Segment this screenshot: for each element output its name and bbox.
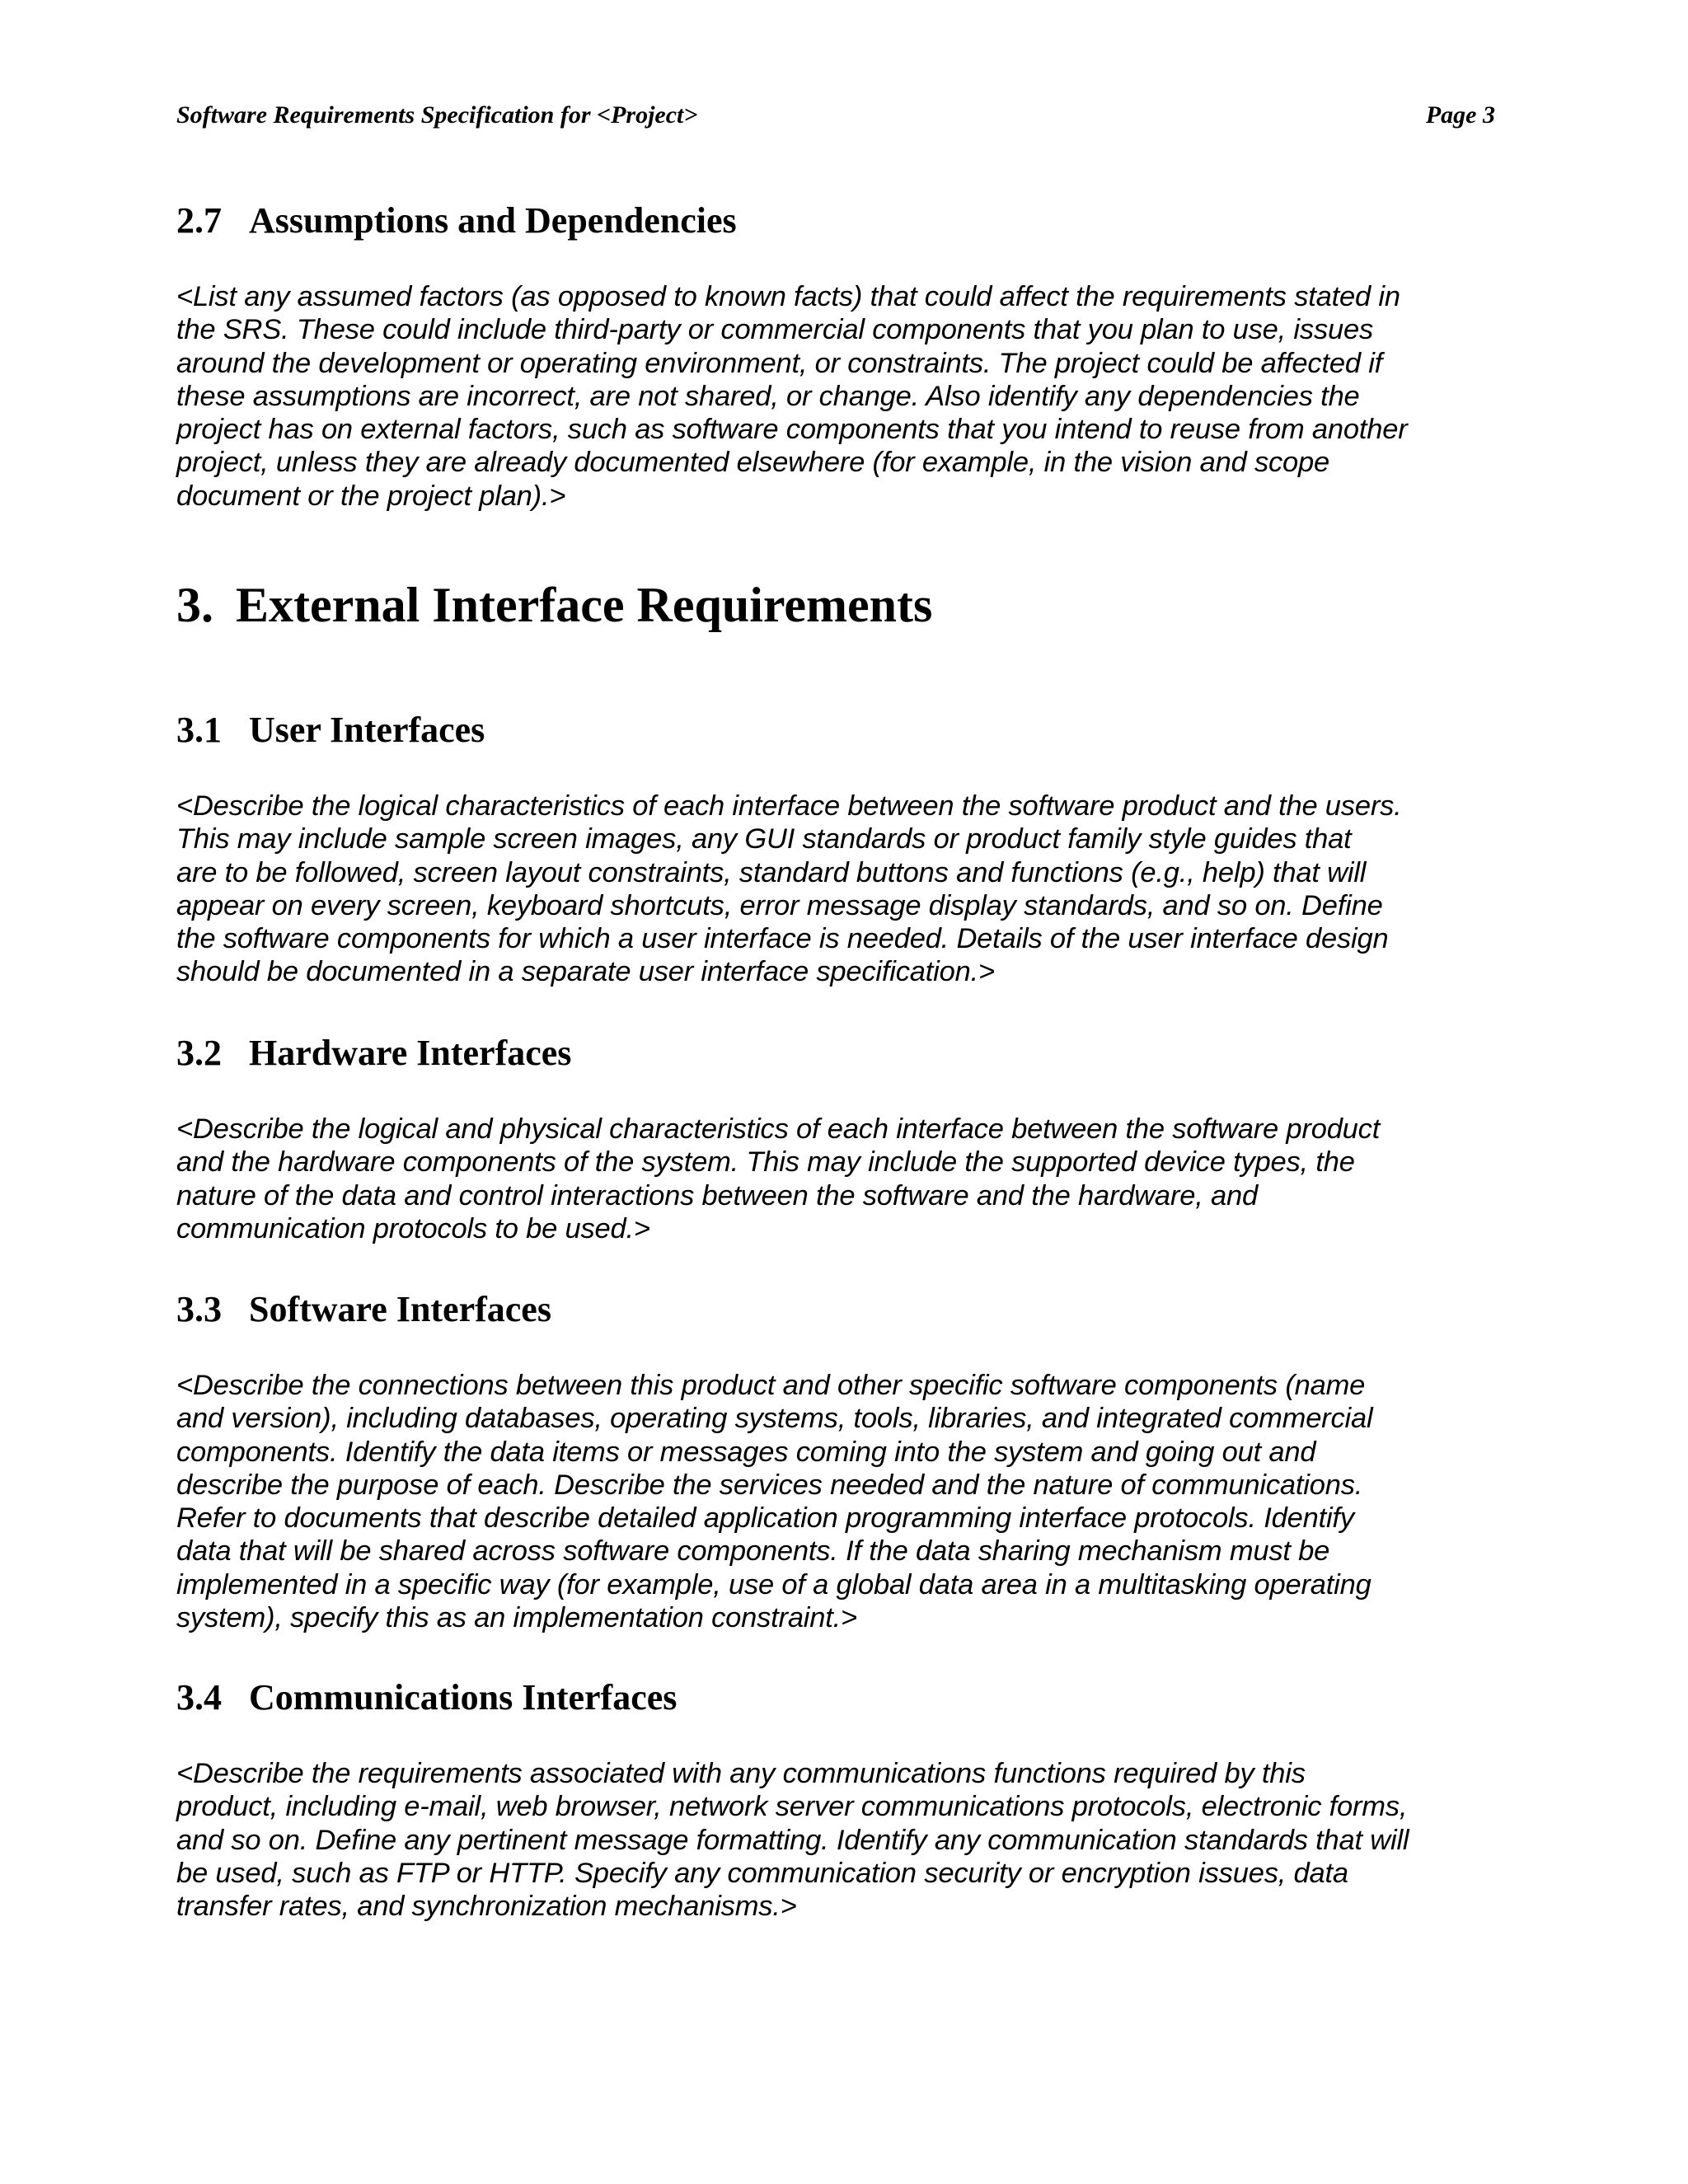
- body-line: describe the purpose of each. Describe the services needed and the nature of communications.: [176, 1469, 1363, 1501]
- body-line: transfer rates, and synchronization mechanisms.>: [176, 1891, 797, 1923]
- body-line: data that will be shared across software components. If the data sharing mechanism must be: [176, 1535, 1330, 1568]
- body-line: the software components for which a user interface is needed. Details of the user interface design: [176, 923, 1389, 955]
- section-title: Assumptions and Dependencies: [249, 200, 737, 241]
- section-title: Software Interfaces: [249, 1289, 551, 1329]
- section-body-3-2: [176, 1113, 1503, 1245]
- header-page-number: Page 3: [1425, 101, 1495, 129]
- section-number: 3.1: [176, 710, 222, 750]
- section-heading-3-1: [176, 707, 485, 753]
- body-line: these assumptions are incorrect, are not shared, or change. Also identify any dependencies the: [176, 380, 1360, 412]
- body-line: implemented in a specific way (for example, use of a global data area in a multitasking operating: [176, 1568, 1372, 1601]
- body-line: should be documented in a separate user interface specification.>: [176, 956, 995, 988]
- body-line: project, unless they are already documented elsewhere (for example, in the vision and scope: [176, 447, 1330, 479]
- section-number: 2.7: [176, 200, 222, 241]
- body-line: are to be followed, screen layout constraints, standard buttons and functions (e.g., help) that will: [176, 856, 1367, 888]
- section-heading-3-4: [176, 1675, 677, 1721]
- body-line: components. Identify the data items or messages coming into the system and going out and: [176, 1436, 1316, 1468]
- body-line: appear on every screen, keyboard shortcuts, error message display standards, and so on. Define: [176, 889, 1383, 921]
- section-body-3-3: [176, 1369, 1503, 1634]
- chapter-title: External Interface Requirements: [236, 578, 933, 632]
- body-line: project has on external factors, such as software components that you intend to reuse from another: [176, 414, 1408, 446]
- chapter-heading-3: [176, 575, 932, 635]
- body-line: <Describe the connections between this product and other specific software components (name: [176, 1370, 1366, 1401]
- body-line: system), specify this as an implementation constraint.>: [176, 1602, 857, 1634]
- body-line: and version), including databases, operating systems, tools, libraries, and integrated commercial: [176, 1403, 1373, 1435]
- section-title: Communications Interfaces: [249, 1677, 678, 1718]
- body-line: and so on. Define any pertinent message formatting. Identify any communication standards that will: [176, 1824, 1409, 1856]
- body-line: product, including e-mail, web browser, network server communications protocols, electronic forms,: [176, 1791, 1408, 1823]
- section-heading-2-7: [176, 198, 737, 244]
- body-line: document or the project plan).>: [176, 480, 566, 512]
- body-line: the SRS. These could include third-party or commercial components that you plan to use, issues: [176, 314, 1374, 346]
- section-title: User Interfaces: [249, 710, 485, 750]
- chapter-number: 3.: [176, 578, 213, 632]
- page-header: [176, 97, 1495, 134]
- section-body-2-7: [176, 280, 1503, 513]
- body-line: This may include sample screen images, any GUI standards or product family style guides that: [176, 823, 1352, 855]
- body-line: <Describe the logical characteristics of each interface between the software product and the users.: [176, 790, 1402, 822]
- section-number: 3.3: [176, 1289, 222, 1329]
- body-line: nature of the data and control interactions between the software and the hardware, and: [176, 1179, 1258, 1212]
- body-line: <Describe the logical and physical characteristics of each interface between the software product: [176, 1113, 1381, 1145]
- section-title: Hardware Interfaces: [249, 1033, 572, 1073]
- section-heading-3-3: [176, 1286, 551, 1333]
- body-line: communication protocols to be used.>: [176, 1212, 650, 1244]
- body-line: <Describe the requirements associated with any communications functions required by this: [176, 1758, 1306, 1789]
- body-line: be used, such as FTP or HTTP. Specify any communication security or encryption issues, data: [176, 1857, 1348, 1889]
- body-line: and the hardware components of the system. This may include the supported device types, the: [176, 1146, 1355, 1179]
- section-body-3-1: [176, 790, 1503, 989]
- section-number: 3.2: [176, 1033, 222, 1073]
- body-line: Refer to documents that describe detailed application programming interface protocols. Identify: [176, 1502, 1354, 1535]
- section-body-3-4: [176, 1757, 1503, 1923]
- section-heading-3-2: [176, 1030, 571, 1076]
- body-line: <List any assumed factors (as opposed to known facts) that could affect the requirements stated in: [176, 281, 1400, 312]
- header-title: Software Requirements Specification for <Project>: [176, 101, 698, 129]
- body-line: around the development or operating environment, or constraints. The project could be affected if: [176, 347, 1383, 379]
- section-number: 3.4: [176, 1677, 222, 1718]
